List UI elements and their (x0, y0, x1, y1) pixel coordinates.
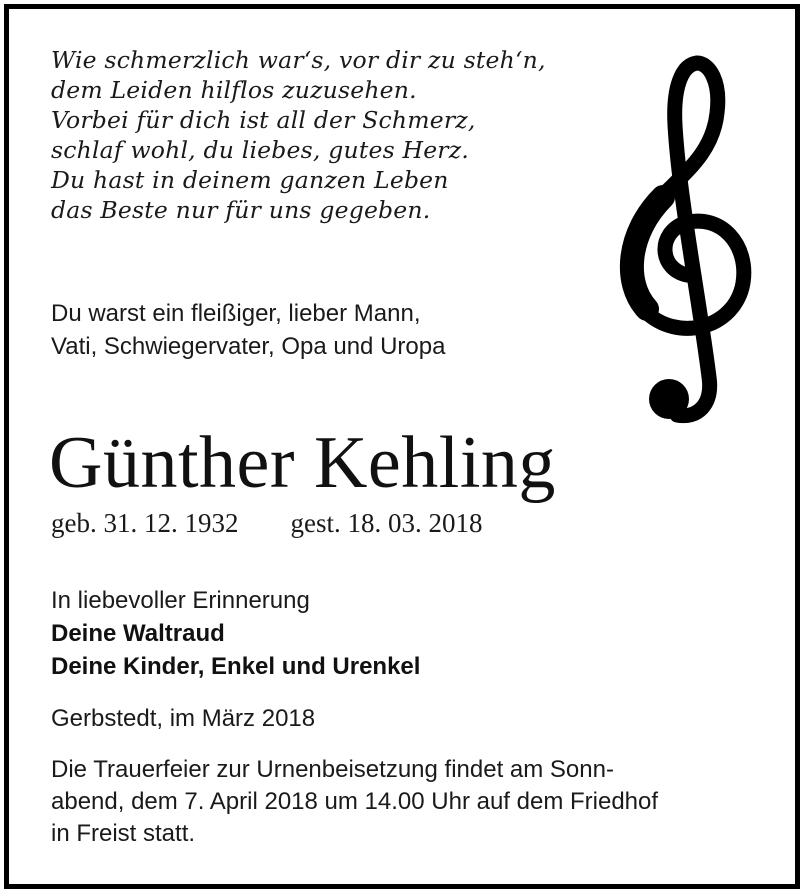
mourner-name: Deine Kinder, Enkel und Urenkel (51, 653, 421, 680)
poem-line: Vorbei für dich ist all der Schmerz, (51, 106, 476, 134)
funeral-line: abend, dem 7. April 2018 um 14.00 Uhr auf dem Friedhof (51, 788, 659, 815)
tribute-text (51, 297, 445, 363)
poem-line: Wie schmerzlich war‘s, vor dir zu steh‘n, (51, 46, 546, 74)
life-dates (51, 507, 482, 539)
poem-line: dem Leiden hilflos zuzusehen. (51, 76, 417, 104)
poem-line: das Beste nur für uns gegeben. (51, 196, 431, 224)
funeral-announcement (51, 754, 771, 850)
obituary-notice (4, 4, 800, 889)
death-date: gest. 18. 03. 2018 (290, 508, 483, 538)
memorial-poem (51, 45, 546, 225)
remembrance-block (51, 584, 420, 683)
treble-clef-icon (617, 47, 757, 427)
tribute-line: Du warst ein fleißiger, lieber Mann, (51, 300, 421, 327)
funeral-line: in Freist statt. (51, 820, 196, 847)
birth-date: geb. 31. 12. 1932 (51, 508, 239, 538)
poem-line: schlaf wohl, du liebes, gutes Herz. (51, 136, 469, 164)
place-and-date: Gerbstedt, im März 2018 (51, 705, 316, 732)
deceased-name: Günther Kehling (49, 422, 556, 504)
funeral-line: Die Trauerfeier zur Urnenbeisetzung findet am Sonn- (51, 756, 614, 783)
remembrance-intro: In liebevoller Erinnerung (51, 587, 310, 614)
poem-line: Du hast in deinem ganzen Leben (51, 166, 449, 194)
mourner-name: Deine Waltraud (51, 620, 225, 647)
tribute-line: Vati, Schwiegervater, Opa und Uropa (51, 333, 446, 360)
